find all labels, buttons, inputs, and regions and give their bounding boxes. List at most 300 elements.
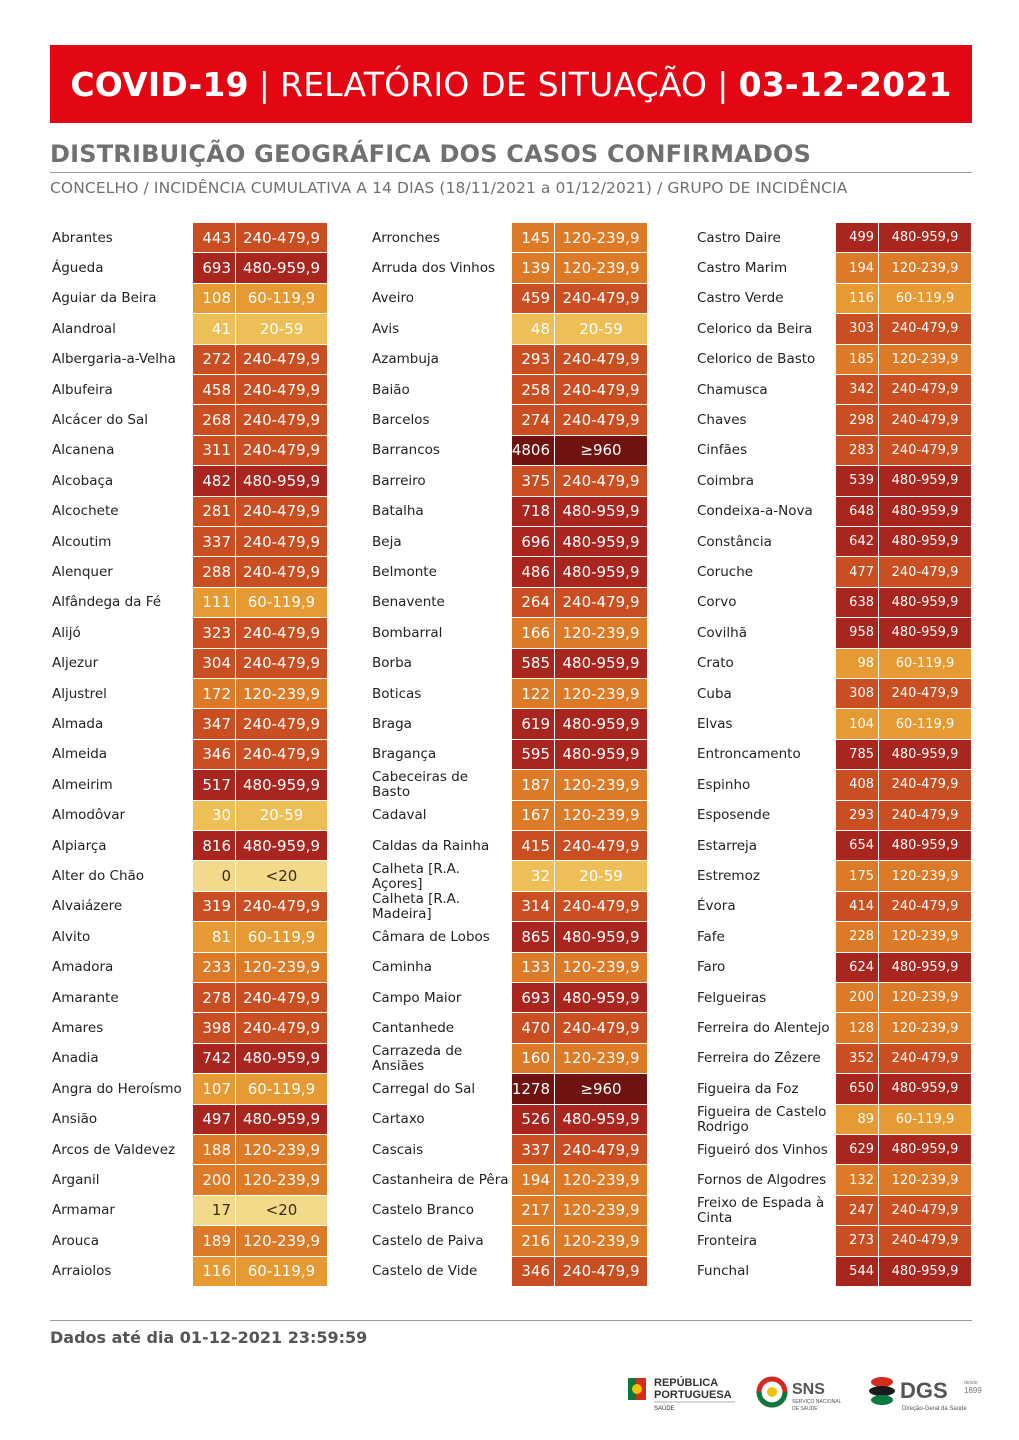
municipality-name: Aguiar da Beira	[52, 290, 157, 307]
incidence-group: 240-479,9	[879, 1226, 971, 1256]
table-row	[697, 953, 971, 983]
municipality-name: Alcoutim	[52, 533, 112, 550]
table-row	[52, 618, 327, 648]
dgs-sub: Direção-Geral da Saúde	[902, 1406, 967, 1412]
dgs-desde: desde	[964, 1380, 978, 1386]
table-row	[372, 618, 647, 648]
table-row	[697, 831, 971, 861]
table-row	[697, 497, 971, 527]
municipality-name: Alpiarça	[52, 837, 107, 854]
table-row	[697, 679, 971, 709]
incidence-group: 240-479,9	[236, 740, 327, 770]
incidence-group: 60-119,9	[236, 588, 327, 618]
incidence-group: 480-959,9	[555, 557, 647, 587]
republica-line3: SAÚDE	[654, 1406, 675, 1412]
table-row	[697, 801, 971, 831]
table-row	[697, 618, 971, 648]
incidence-value: 274	[512, 405, 555, 435]
incidence-group: <20	[236, 1196, 327, 1226]
table-row	[52, 557, 327, 587]
municipality-name: Castelo Branco	[372, 1202, 474, 1219]
table-row	[372, 1226, 647, 1256]
incidence-value: 4806	[512, 436, 555, 466]
table-row	[52, 892, 327, 922]
incidence-value: 200	[193, 1165, 236, 1195]
incidence-value: 595	[512, 740, 555, 770]
incidence-group: 120-239,9	[236, 679, 327, 709]
incidence-value: 303	[836, 314, 879, 344]
incidence-group: 480-959,9	[879, 497, 971, 527]
incidence-value: 111	[193, 588, 236, 618]
municipality-name: Alvaiázere	[52, 898, 123, 915]
municipality-name: Chamusca	[697, 381, 768, 398]
incidence-value: 89	[836, 1105, 879, 1135]
municipality-name: Alcácer do Sal	[52, 412, 148, 429]
municipality-name: Alcanena	[52, 442, 115, 459]
incidence-value: 258	[512, 375, 555, 405]
municipality-name: Coruche	[697, 564, 754, 581]
municipality-name: Cantanhede	[372, 1020, 455, 1037]
municipality-name: Águeda	[52, 260, 104, 277]
table-row	[52, 679, 327, 709]
incidence-value: 272	[193, 345, 236, 375]
municipality-name: Cinfães	[697, 442, 748, 459]
dgs-logo	[869, 1377, 982, 1412]
municipality-name: Braga	[372, 716, 412, 733]
municipality-name: Belmonte	[372, 564, 437, 581]
incidence-group: 240-479,9	[555, 284, 647, 314]
incidence-value: 337	[512, 1135, 555, 1165]
republica-portuguesa-logo	[628, 1376, 735, 1412]
incidence-value: 585	[512, 649, 555, 679]
incidence-group: ≥960	[555, 1074, 647, 1104]
municipality-name: Ferreira do Alentejo	[697, 1020, 830, 1037]
municipality-name: Almodôvar	[52, 807, 126, 824]
incidence-value: 375	[512, 466, 555, 496]
table-row	[372, 405, 647, 435]
incidence-group: 240-479,9	[879, 679, 971, 709]
table-row	[697, 345, 971, 375]
municipality-name: Bombarral	[372, 624, 443, 641]
municipality-name: Celorico da Beira	[697, 320, 813, 337]
incidence-value: 298	[836, 405, 879, 435]
incidence-group: 480-959,9	[555, 709, 647, 739]
table-row	[52, 770, 327, 800]
incidence-group: 240-479,9	[555, 375, 647, 405]
table-row	[52, 1044, 327, 1074]
incidence-group: 240-479,9	[555, 892, 647, 922]
incidence-value: 544	[836, 1257, 879, 1287]
sns-logo	[759, 1379, 842, 1412]
incidence-group: 60-119,9	[236, 1074, 327, 1104]
table-row	[372, 922, 647, 952]
incidence-group: 480-959,9	[236, 1044, 327, 1074]
incidence-group: 20-59	[236, 801, 327, 831]
republica-line1: REPÚBLICA	[654, 1377, 719, 1389]
incidence-group: 20-59	[236, 314, 327, 344]
incidence-group: 240-479,9	[555, 1257, 647, 1287]
incidence-group: 240-479,9	[236, 405, 327, 435]
incidence-value: 304	[193, 649, 236, 679]
municipality-name: Crato	[697, 655, 734, 672]
table-row	[697, 709, 971, 739]
incidence-group: 240-479,9	[879, 1044, 971, 1074]
municipality-name: Castelo de Vide	[372, 1263, 478, 1280]
incidence-value: 293	[836, 801, 879, 831]
municipality-name: Câmara de Lobos	[372, 928, 490, 945]
incidence-group: 120-239,9	[879, 1013, 971, 1043]
incidence-value: 654	[836, 831, 879, 861]
incidence-group: 480-959,9	[236, 831, 327, 861]
municipality-name: Arruda dos Vinhos	[372, 260, 496, 277]
municipality-name: Covilhã	[697, 624, 748, 641]
incidence-group: 480-959,9	[879, 527, 971, 557]
incidence-value: 696	[512, 527, 555, 557]
incidence-value: 314	[512, 892, 555, 922]
incidence-group: 240-479,9	[236, 436, 327, 466]
incidence-value: 122	[512, 679, 555, 709]
incidence-group: 240-479,9	[236, 649, 327, 679]
municipality-name: Alcobaça	[52, 472, 114, 489]
table-row	[372, 588, 647, 618]
table-row	[697, 253, 971, 283]
incidence-group: 240-479,9	[236, 375, 327, 405]
table-row	[52, 1135, 327, 1165]
incidence-value: 785	[836, 740, 879, 770]
municipality-name: Cuba	[697, 685, 732, 702]
incidence-group: 480-959,9	[879, 1135, 971, 1165]
incidence-group: 480-959,9	[879, 466, 971, 496]
municipality-name: Albufeira	[52, 381, 113, 398]
incidence-group: 480-959,9	[879, 1074, 971, 1104]
incidence-value: 517	[193, 770, 236, 800]
municipality-name: Carregal do Sal	[372, 1080, 476, 1097]
table-row	[372, 892, 647, 922]
incidence-group: 120-239,9	[555, 253, 647, 283]
table-row	[697, 861, 971, 891]
table-row	[372, 709, 647, 739]
incidence-group: 240-479,9	[879, 770, 971, 800]
municipality-name: Entroncamento	[697, 746, 801, 763]
table-row	[372, 345, 647, 375]
incidence-group: 60-119,9	[879, 1105, 971, 1135]
municipality-name: Estremoz	[697, 868, 760, 885]
municipality-name: Amarante	[52, 989, 119, 1006]
incidence-value: 629	[836, 1135, 879, 1165]
municipality-name: Fornos de Algodres	[697, 1172, 827, 1189]
table-row	[372, 497, 647, 527]
incidence-group: 120-239,9	[879, 345, 971, 375]
municipality-name: Évora	[697, 898, 736, 915]
table-row	[52, 253, 327, 283]
incidence-group: 120-239,9	[555, 770, 647, 800]
table-row	[372, 740, 647, 770]
dgs-year: 1899	[964, 1386, 982, 1395]
municipality-name: Angra do Heroísmo	[52, 1080, 182, 1097]
municipality-name: Alcochete	[52, 503, 119, 520]
municipality-name: Amadora	[52, 959, 114, 976]
table-row	[697, 1226, 971, 1256]
municipality-name: Elvas	[697, 716, 733, 733]
table-row	[52, 588, 327, 618]
table-row	[697, 223, 971, 253]
municipality-name: Fafe	[697, 928, 725, 945]
municipality-name: Aljustrel	[52, 685, 107, 702]
incidence-value: 247	[836, 1196, 879, 1226]
incidence-value: 693	[193, 253, 236, 283]
incidence-group: 240-479,9	[236, 527, 327, 557]
municipality-name: Estarreja	[697, 837, 758, 854]
incidence-group: 120-239,9	[555, 1196, 647, 1226]
incidence-value: 116	[836, 284, 879, 314]
incidence-group: 480-959,9	[879, 1257, 971, 1287]
incidence-value: 624	[836, 953, 879, 983]
incidence-value: 323	[193, 618, 236, 648]
incidence-value: 133	[512, 953, 555, 983]
incidence-value: 1278	[512, 1074, 555, 1104]
header-date: 03-12-2021	[738, 64, 952, 104]
incidence-group: 240-479,9	[236, 345, 327, 375]
incidence-group: 120-239,9	[555, 953, 647, 983]
incidence-group: 480-959,9	[555, 1105, 647, 1135]
table-row	[52, 801, 327, 831]
municipality-name: Caldas da Rainha	[372, 837, 490, 854]
municipality-name: Constância	[697, 533, 772, 550]
municipality-name: Baião	[372, 381, 410, 398]
incidence-group: 480-959,9	[555, 922, 647, 952]
data-cutoff-note: Dados até dia 01-12-2021 23:59:59	[50, 1328, 368, 1347]
header-separator: |	[717, 64, 729, 104]
table-row	[697, 527, 971, 557]
incidence-value: 497	[193, 1105, 236, 1135]
incidence-group: 20-59	[555, 861, 647, 891]
municipality-name: Abrantes	[52, 229, 113, 246]
table-row	[372, 801, 647, 831]
municipality-name: Bragança	[372, 746, 437, 763]
municipality-name: Avis	[372, 320, 400, 337]
incidence-value: 128	[836, 1013, 879, 1043]
incidence-group: 480-959,9	[555, 649, 647, 679]
incidence-value: 32	[512, 861, 555, 891]
municipality-name: Freixo de Espada à Cinta	[697, 1194, 825, 1226]
table-row	[372, 770, 647, 800]
municipality-name: Cadaval	[372, 807, 427, 824]
municipality-name: Barrancos	[372, 442, 440, 459]
incidence-value: 194	[512, 1165, 555, 1195]
municipality-name: Borba	[372, 655, 412, 672]
table-row	[372, 527, 647, 557]
table-row	[52, 497, 327, 527]
incidence-group: 120-239,9	[555, 679, 647, 709]
incidence-group: 60-119,9	[236, 922, 327, 952]
incidence-value: 283	[836, 436, 879, 466]
incidence-group: 240-479,9	[879, 375, 971, 405]
incidence-value: 166	[512, 618, 555, 648]
municipality-name: Condeixa-a-Nova	[697, 503, 813, 520]
table-row	[52, 1105, 327, 1135]
municipality-name: Corvo	[697, 594, 737, 611]
municipality-name: Arouca	[52, 1232, 99, 1249]
incidence-group: 60-119,9	[879, 284, 971, 314]
incidence-value: 189	[193, 1226, 236, 1256]
incidence-value: 185	[836, 345, 879, 375]
incidence-value: 642	[836, 527, 879, 557]
table-row	[372, 284, 647, 314]
incidence-value: 414	[836, 892, 879, 922]
incidence-value: 458	[193, 375, 236, 405]
table-row	[697, 1105, 971, 1135]
municipality-name: Celorico de Basto	[697, 351, 816, 368]
incidence-value: 139	[512, 253, 555, 283]
municipality-name: Carrazeda de Ansiães	[372, 1042, 463, 1074]
incidence-group: 240-479,9	[879, 892, 971, 922]
incidence-group: 480-959,9	[236, 253, 327, 283]
table-row	[372, 953, 647, 983]
incidence-group: 240-479,9	[879, 405, 971, 435]
table-row	[372, 861, 647, 891]
incidence-value: 477	[836, 557, 879, 587]
institution-logos	[620, 1370, 990, 1420]
incidence-value: 268	[193, 405, 236, 435]
incidence-group: 480-959,9	[879, 618, 971, 648]
municipality-name: Calheta [R.A. Açores]	[372, 860, 460, 892]
municipality-name: Barreiro	[372, 472, 426, 489]
municipality-name: Chaves	[697, 412, 747, 429]
incidence-group: 120-239,9	[879, 1165, 971, 1195]
incidence-group: 240-479,9	[236, 557, 327, 587]
incidence-value: 346	[512, 1257, 555, 1287]
incidence-value: 337	[193, 527, 236, 557]
municipality-name: Almeirim	[52, 776, 113, 793]
table-row	[372, 557, 647, 587]
table-row	[52, 922, 327, 952]
incidence-group: 240-479,9	[555, 831, 647, 861]
municipality-name: Faro	[697, 959, 726, 976]
incidence-value: 48	[512, 314, 555, 344]
incidence-group: 240-479,9	[236, 983, 327, 1013]
table-row	[52, 740, 327, 770]
incidence-group: 480-959,9	[555, 983, 647, 1013]
table-row	[697, 1257, 971, 1287]
incidence-value: 638	[836, 588, 879, 618]
table-row	[52, 1165, 327, 1195]
incidence-value: 459	[512, 284, 555, 314]
incidence-group: 60-119,9	[879, 709, 971, 739]
table-row	[52, 1074, 327, 1104]
incidence-value: 278	[193, 983, 236, 1013]
incidence-value: 958	[836, 618, 879, 648]
table-row	[697, 588, 971, 618]
municipality-name: Alvito	[52, 928, 91, 945]
incidence-value: 486	[512, 557, 555, 587]
incidence-value: 108	[193, 284, 236, 314]
table-row	[52, 831, 327, 861]
municipality-name: Cabeceiras de Basto	[372, 769, 469, 801]
municipality-name: Caminha	[372, 959, 432, 976]
table-row	[372, 314, 647, 344]
municipality-name: Calheta [R.A. Madeira]	[372, 890, 460, 922]
table-row	[372, 223, 647, 253]
incidence-value: 415	[512, 831, 555, 861]
table-row	[697, 1044, 971, 1074]
incidence-group: 120-239,9	[555, 801, 647, 831]
municipality-name: Arraiolos	[52, 1263, 112, 1280]
table-row	[52, 405, 327, 435]
incidence-group: 240-479,9	[236, 1013, 327, 1043]
table-row	[697, 557, 971, 587]
table-row	[372, 375, 647, 405]
incidence-group: 480-959,9	[879, 740, 971, 770]
table-row	[697, 740, 971, 770]
municipality-name: Aljezur	[52, 655, 99, 672]
incidence-value: 346	[193, 740, 236, 770]
incidence-group: 120-239,9	[555, 618, 647, 648]
incidence-group: 240-479,9	[236, 892, 327, 922]
incidence-value: 816	[193, 831, 236, 861]
municipality-name: Alenquer	[52, 564, 113, 581]
table-row	[697, 922, 971, 952]
incidence-value: 167	[512, 801, 555, 831]
incidence-group: 480-959,9	[236, 1105, 327, 1135]
incidence-value: 398	[193, 1013, 236, 1043]
incidence-group: 240-479,9	[236, 223, 327, 253]
incidence-value: 188	[193, 1135, 236, 1165]
incidence-value: 175	[836, 861, 879, 891]
incidence-value: 311	[193, 436, 236, 466]
incidence-group: 240-479,9	[555, 1135, 647, 1165]
incidence-group: 240-479,9	[555, 405, 647, 435]
incidence-value: 98	[836, 649, 879, 679]
municipality-name: Cascais	[372, 1141, 424, 1158]
municipality-name: Benavente	[372, 594, 445, 611]
municipality-name: Cartaxo	[372, 1111, 425, 1128]
incidence-group: 480-959,9	[555, 497, 647, 527]
table-row	[52, 1196, 327, 1226]
incidence-value: 81	[193, 922, 236, 952]
incidence-value: 718	[512, 497, 555, 527]
table-row	[697, 983, 971, 1013]
incidence-group: 480-959,9	[555, 740, 647, 770]
section-title: DISTRIBUIÇÃO GEOGRÁFICA DOS CASOS CONFIRMADOS	[50, 140, 812, 168]
municipality-name: Alfândega da Fé	[52, 594, 162, 611]
table-row	[52, 527, 327, 557]
table-row	[372, 1105, 647, 1135]
incidence-group: 240-479,9	[236, 709, 327, 739]
header-report-title: RELATÓRIO DE SITUAÇÃO	[280, 64, 708, 104]
incidence-value: 233	[193, 953, 236, 983]
table-row	[372, 466, 647, 496]
incidence-value: 347	[193, 709, 236, 739]
table-row	[372, 1165, 647, 1195]
logos-svg	[620, 1370, 990, 1420]
incidence-group: 480-959,9	[879, 831, 971, 861]
incidence-value: 648	[836, 497, 879, 527]
incidence-value: 408	[836, 770, 879, 800]
sns-text: SNS	[792, 1381, 825, 1398]
incidence-value: 470	[512, 1013, 555, 1043]
municipality-name: Boticas	[372, 685, 422, 702]
table-row	[372, 1074, 647, 1104]
incidence-value: 288	[193, 557, 236, 587]
municipality-name: Anadia	[52, 1050, 99, 1067]
table-row	[372, 1013, 647, 1043]
incidence-value: 187	[512, 770, 555, 800]
municipality-name: Felgueiras	[697, 989, 767, 1006]
table-row	[52, 953, 327, 983]
republica-line2: PORTUGUESA	[654, 1389, 732, 1401]
table-row	[52, 466, 327, 496]
incidence-group: 120-239,9	[879, 861, 971, 891]
